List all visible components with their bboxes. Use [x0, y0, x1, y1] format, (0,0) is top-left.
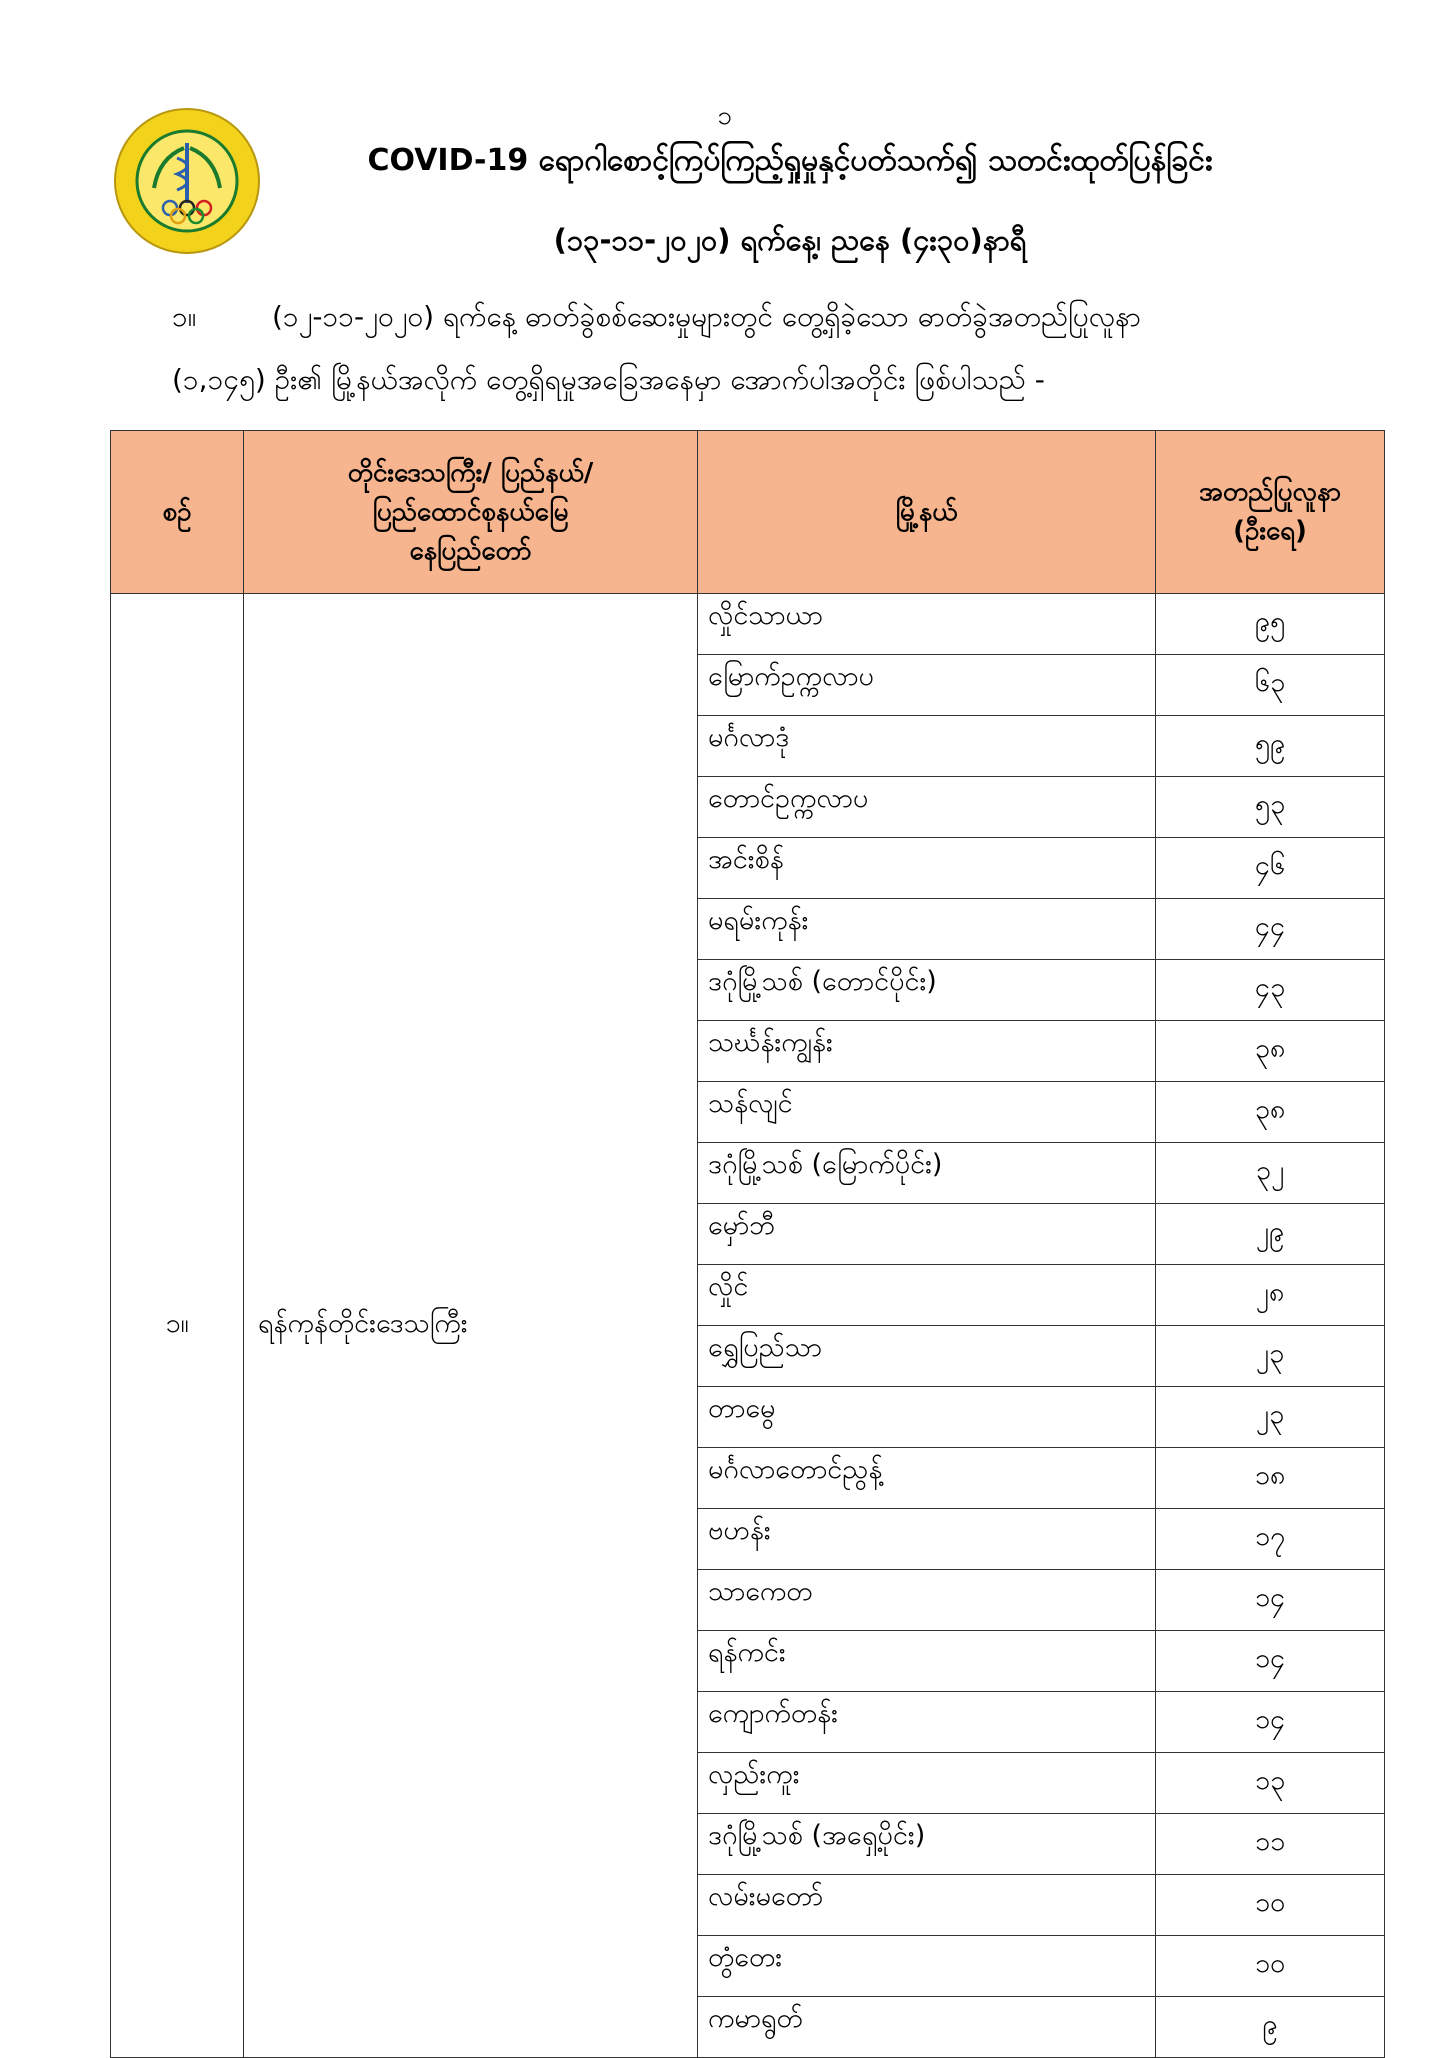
township-cell: ရွှေပြည်သာ: [698, 1326, 1156, 1387]
township-cell: အင်းစိန်: [698, 838, 1156, 899]
township-cell: မြောက်ဥက္ကလာပ: [698, 655, 1156, 716]
column-header-region: [244, 431, 698, 594]
case-count-cell: ၁၄: [1156, 1631, 1385, 1692]
township-cell: သန်လျင်: [698, 1082, 1156, 1143]
case-count-cell: ၄၆: [1156, 838, 1385, 899]
column-header-count: [1156, 431, 1385, 594]
township-cell: မင်္ဂလာတောင်ညွန့်: [698, 1448, 1156, 1509]
township-cell: ကျောက်တန်း: [698, 1692, 1156, 1753]
case-count-cell: ၃၈: [1156, 1082, 1385, 1143]
township-cell: လမ်းမတော်: [698, 1875, 1156, 1936]
township-cell: ရန်ကင်း: [698, 1631, 1156, 1692]
region-header-line3: နေပြည်တော်: [409, 535, 532, 566]
township-cell: မင်္ဂလာဒုံ: [698, 716, 1156, 777]
table-row: [111, 594, 1385, 655]
group-sr-cell: ၁။: [111, 594, 244, 2058]
case-count-cell: ၂၃: [1156, 1326, 1385, 1387]
document-title: COVID-19 ရောဂါစောင့်ကြပ်ကြည့်ရှုမှုနှင့်ပတ်သက်၍ သတင်းထုတ်ပြန်ခြင်း: [367, 143, 1213, 178]
township-cell: သင်္ဃန်းကျွန်း: [698, 1021, 1156, 1082]
case-count-cell: ၅၃: [1156, 777, 1385, 838]
township-cell: ဒဂုံမြို့သစ် (မြောက်ပိုင်း): [698, 1143, 1156, 1204]
case-count-cell: ၃၂: [1156, 1143, 1385, 1204]
case-count-cell: ၁၈: [1156, 1448, 1385, 1509]
case-count-cell: ၂၉: [1156, 1204, 1385, 1265]
paragraph-line1-text: (၁၂-၁၁-၂၀၂၀) ရက်နေ့ ဓာတ်ခွဲစစ်ဆေးမှုများတွင် တွေ့ရှိခဲ့သော ဓာတ်ခွဲအတည်ပြုလူနာ: [272, 300, 1141, 333]
township-cases-table: [110, 430, 1385, 2058]
case-count-cell: ၁၇: [1156, 1509, 1385, 1570]
township-cell: ကမာရွတ်: [698, 1997, 1156, 2058]
township-cell: ဒဂုံမြို့သစ် (အရှေ့ပိုင်း): [698, 1814, 1156, 1875]
case-count-cell: ၄၄: [1156, 899, 1385, 960]
township-cell: ဒဂုံမြို့သစ် (တောင်ပိုင်း): [698, 960, 1156, 1021]
case-count-cell: ၃၈: [1156, 1021, 1385, 1082]
case-count-cell: ၆၃: [1156, 655, 1385, 716]
township-cell: မှော်ဘီ: [698, 1204, 1156, 1265]
township-cell: သာကေတ: [698, 1570, 1156, 1631]
township-cell: တွံတေး: [698, 1936, 1156, 1997]
column-header-township: မြို့နယ်: [698, 431, 1156, 594]
case-count-cell: ၁၀: [1156, 1936, 1385, 1997]
case-count-cell: ၁၄: [1156, 1692, 1385, 1753]
case-count-cell: ၂၃: [1156, 1387, 1385, 1448]
document-subtitle: (၁၃-၁၁-၂၀၂၀) ရက်နေ့၊ ညနေ (၄း၃၀)နာရီ: [553, 223, 1027, 257]
case-count-cell: ၁၃: [1156, 1753, 1385, 1814]
region-header-line1: တိုင်းဒေသကြီး/ ပြည်နယ်/: [347, 457, 594, 488]
count-header-line1: အတည်ပြုလူနာ: [1198, 477, 1342, 507]
township-cell: တောင်ဥက္ကလာပ: [698, 777, 1156, 838]
township-cell: ဗဟန်း: [698, 1509, 1156, 1570]
intro-paragraph-line2: (၁,၁၄၅) ဦး၏ မြို့နယ်အလိုက် တွေ့ရှိရမှုအခြေအနေမှာ အောက်ပါအတိုင်း ဖြစ်ပါသည် -: [172, 363, 1045, 396]
case-count-cell: ၁၄: [1156, 1570, 1385, 1631]
township-cell: လှိုင်: [698, 1265, 1156, 1326]
township-cell: လှည်းကူး: [698, 1753, 1156, 1814]
case-count-cell: ၁၁: [1156, 1814, 1385, 1875]
intro-paragraph-line1: [172, 300, 1372, 334]
page-number: ၁: [717, 101, 732, 131]
count-header-line2: (ဦးရေ): [1233, 516, 1307, 546]
township-cell: မရမ်းကုန်း: [698, 899, 1156, 960]
paragraph-number: ၁။: [172, 300, 197, 333]
case-count-cell: ၁၀: [1156, 1875, 1385, 1936]
column-header-sr: စဉ်: [111, 431, 244, 594]
case-count-cell: ၉၅: [1156, 594, 1385, 655]
case-count-cell: ၉: [1156, 1997, 1385, 2058]
case-count-cell: ၂၈: [1156, 1265, 1385, 1326]
group-region-cell: ရန်ကုန်တိုင်းဒေသကြီး: [244, 594, 698, 2058]
township-cell: လှိုင်သာယာ: [698, 594, 1156, 655]
region-header-line2: ပြည်ထောင်စုနယ်မြေ: [372, 496, 569, 527]
case-count-cell: ၄၃: [1156, 960, 1385, 1021]
table-header-row: [111, 431, 1385, 594]
case-count-cell: ၅၉: [1156, 716, 1385, 777]
township-cell: တာမွေ: [698, 1387, 1156, 1448]
